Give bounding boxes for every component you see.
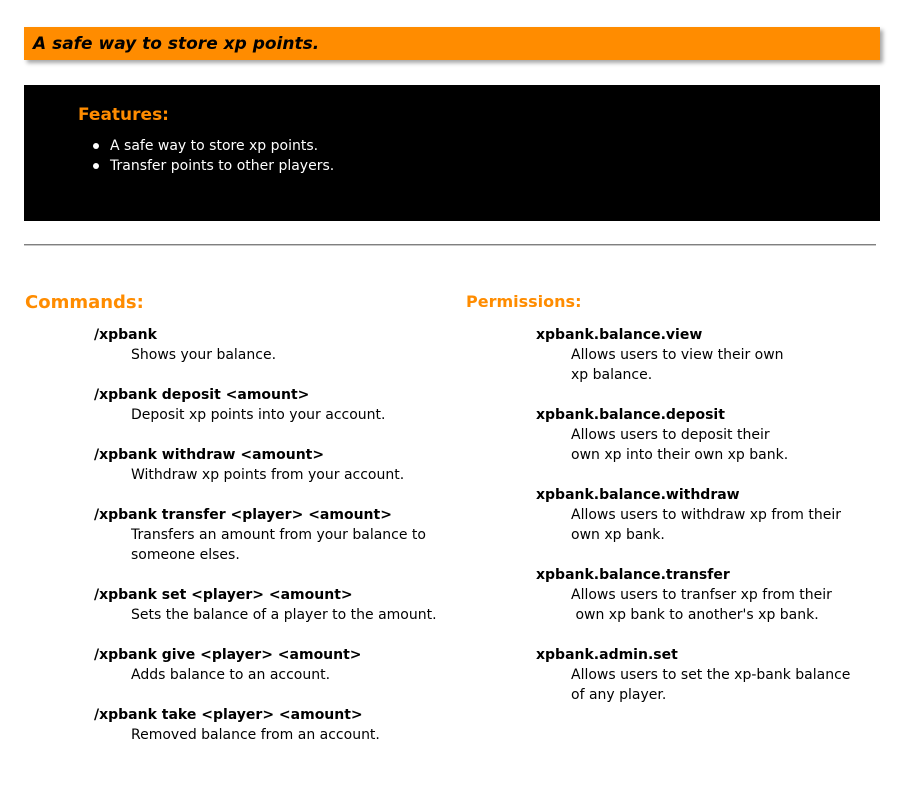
permission-description: Allows users to view their own xp balance. [571, 347, 784, 383]
permission-name: xpbank.admin.set [536, 647, 678, 663]
command-entry [94, 325, 437, 365]
permission-description: Allows users to deposit their own xp into their own xp bank. [571, 427, 789, 463]
permission-description: Allows users to withdraw xp from their own xp bank. [571, 507, 841, 543]
section-divider [24, 244, 876, 246]
command-description: Deposit xp points into your account. [131, 407, 386, 423]
command-entry [94, 385, 437, 425]
command-name: /xpbank transfer <player> <amount> [94, 507, 392, 523]
permission-description: Allows users to set the xp-bank balance of any player. [571, 667, 851, 703]
command-entry [94, 645, 437, 685]
command-name: /xpbank deposit <amount> [94, 387, 310, 403]
commands-list [94, 325, 437, 765]
command-name: /xpbank set <player> <amount> [94, 587, 353, 603]
permission-entry [536, 565, 850, 625]
permission-name: xpbank.balance.view [536, 327, 703, 343]
feature-item: A safe way to store xp points. [92, 136, 334, 156]
command-name: /xpbank withdraw <amount> [94, 447, 325, 463]
permission-entry [536, 325, 850, 385]
command-name: /xpbank give <player> <amount> [94, 647, 362, 663]
permissions-title: Permissions: [466, 292, 582, 311]
permission-entry [536, 645, 850, 705]
permissions-list [536, 325, 850, 725]
permission-entry [536, 485, 850, 545]
features-title: Features: [78, 105, 169, 125]
permission-entry [536, 405, 850, 465]
command-entry [94, 585, 437, 625]
page-banner: A safe way to store xp points. [24, 27, 880, 60]
features-list [92, 136, 334, 176]
commands-title: Commands: [25, 292, 144, 313]
command-entry [94, 505, 437, 565]
permission-name: xpbank.balance.withdraw [536, 487, 740, 503]
command-description: Withdraw xp points from your account. [131, 467, 405, 483]
command-name: /xpbank take <player> <amount> [94, 707, 363, 723]
command-entry [94, 445, 437, 485]
command-description: Transfers an amount from your balance to someone elses. [131, 527, 426, 563]
command-entry [94, 705, 437, 745]
command-description: Shows your balance. [131, 347, 277, 363]
features-panel [24, 85, 880, 221]
command-description: Sets the balance of a player to the amount. [131, 607, 437, 623]
command-description: Adds balance to an account. [131, 667, 331, 683]
permission-description: Allows users to tranfser xp from their own xp bank to another's xp bank. [571, 587, 832, 623]
feature-item: Transfer points to other players. [92, 156, 334, 176]
permission-name: xpbank.balance.deposit [536, 407, 725, 423]
command-name: /xpbank [94, 327, 157, 343]
command-description: Removed balance from an account. [131, 727, 380, 743]
permission-name: xpbank.balance.transfer [536, 567, 730, 583]
